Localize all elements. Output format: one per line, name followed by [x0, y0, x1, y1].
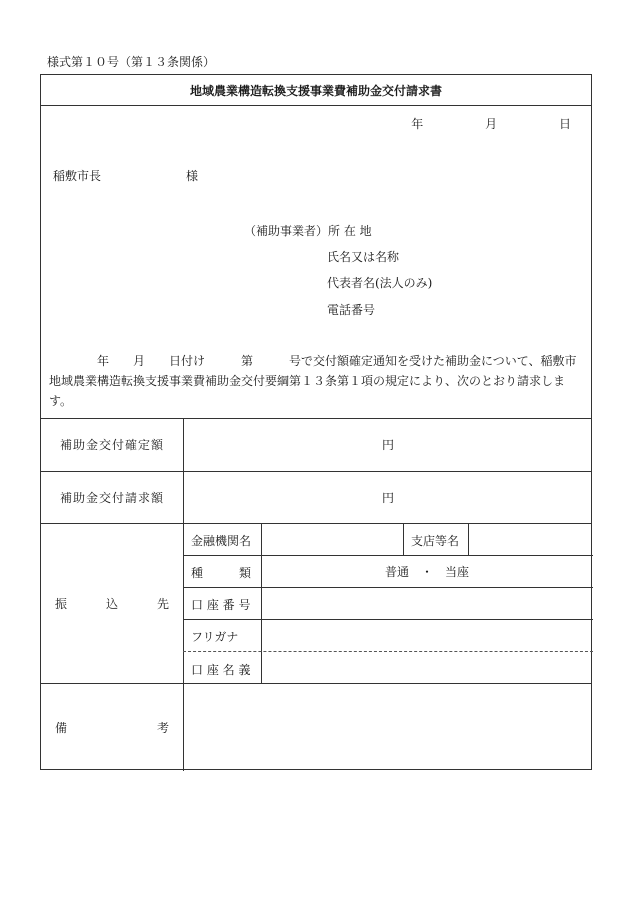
account-name-field[interactable]	[261, 651, 593, 683]
bank-name-label: 金融機関名	[191, 534, 252, 548]
date-line	[381, 115, 571, 132]
remarks-label-char: 備	[55, 720, 68, 735]
form-number: 様式第１０号（第１３条関係）	[47, 55, 216, 69]
account-type-options[interactable]	[261, 555, 593, 587]
date-month: 月	[485, 117, 498, 131]
account-number-label: 口 座 番 号	[191, 598, 251, 612]
applicant-representative-label: 代表者名(法人のみ)	[327, 276, 433, 290]
applicant-phone-label: 電話番号	[327, 303, 376, 317]
confirmed-amount-field[interactable]	[183, 418, 593, 471]
addressee-honorific: 様	[186, 169, 199, 183]
addressee-name: 稲敷市長	[53, 169, 102, 183]
date-year: 年	[411, 117, 424, 131]
addressee	[53, 167, 198, 184]
request-body-text: 年 月 日付け 第 号で交付額確定通知を受けた補助金について、稲敷市地域農業構造転換支援事業費補助金交付要綱第１３条第１項の規定により、次のとおり請求します。	[49, 354, 577, 408]
remarks-label-char: 考	[156, 720, 169, 735]
account-type-char: 種	[191, 566, 204, 580]
transfer-label-char: 先	[156, 596, 169, 611]
remarks-label	[55, 683, 169, 771]
transfer-label	[55, 523, 169, 683]
requested-yen-unit: 円	[381, 490, 394, 505]
confirmed-yen-unit: 円	[381, 438, 394, 452]
account-name-label: 口 座 名 義	[191, 663, 251, 677]
form-title: 地域農業構造転換支援事業費補助金交付請求書	[41, 75, 591, 106]
requested-amount-field[interactable]	[183, 471, 593, 523]
date-day: 日	[558, 117, 571, 131]
confirmed-amount-label: 補助金交付確定額	[59, 438, 164, 452]
branch-label: 支店等名	[411, 534, 460, 548]
transfer-label-char: 振	[55, 596, 68, 611]
form-frame	[40, 74, 592, 770]
remarks-field[interactable]	[183, 683, 593, 771]
furigana-label: フリガナ	[191, 630, 239, 644]
applicant-block	[244, 222, 372, 239]
branch-field[interactable]	[468, 523, 593, 555]
applicant-address-label: 所 在 地	[328, 224, 372, 238]
branch-divider-left	[403, 523, 404, 555]
furigana-field[interactable]	[261, 619, 593, 651]
transfer-label-char: 込	[105, 596, 118, 611]
account-type-values: 普通 ・ 当座	[384, 564, 469, 579]
account-type-char: 類	[238, 566, 251, 580]
applicant-label: （補助事業者）	[244, 224, 329, 238]
bank-name-field[interactable]	[261, 523, 403, 555]
requested-amount-label: 補助金交付請求額	[59, 490, 164, 505]
account-type-label	[191, 564, 251, 581]
account-number-field[interactable]	[261, 587, 593, 619]
applicant-name-label: 氏名又は名称	[327, 250, 400, 264]
